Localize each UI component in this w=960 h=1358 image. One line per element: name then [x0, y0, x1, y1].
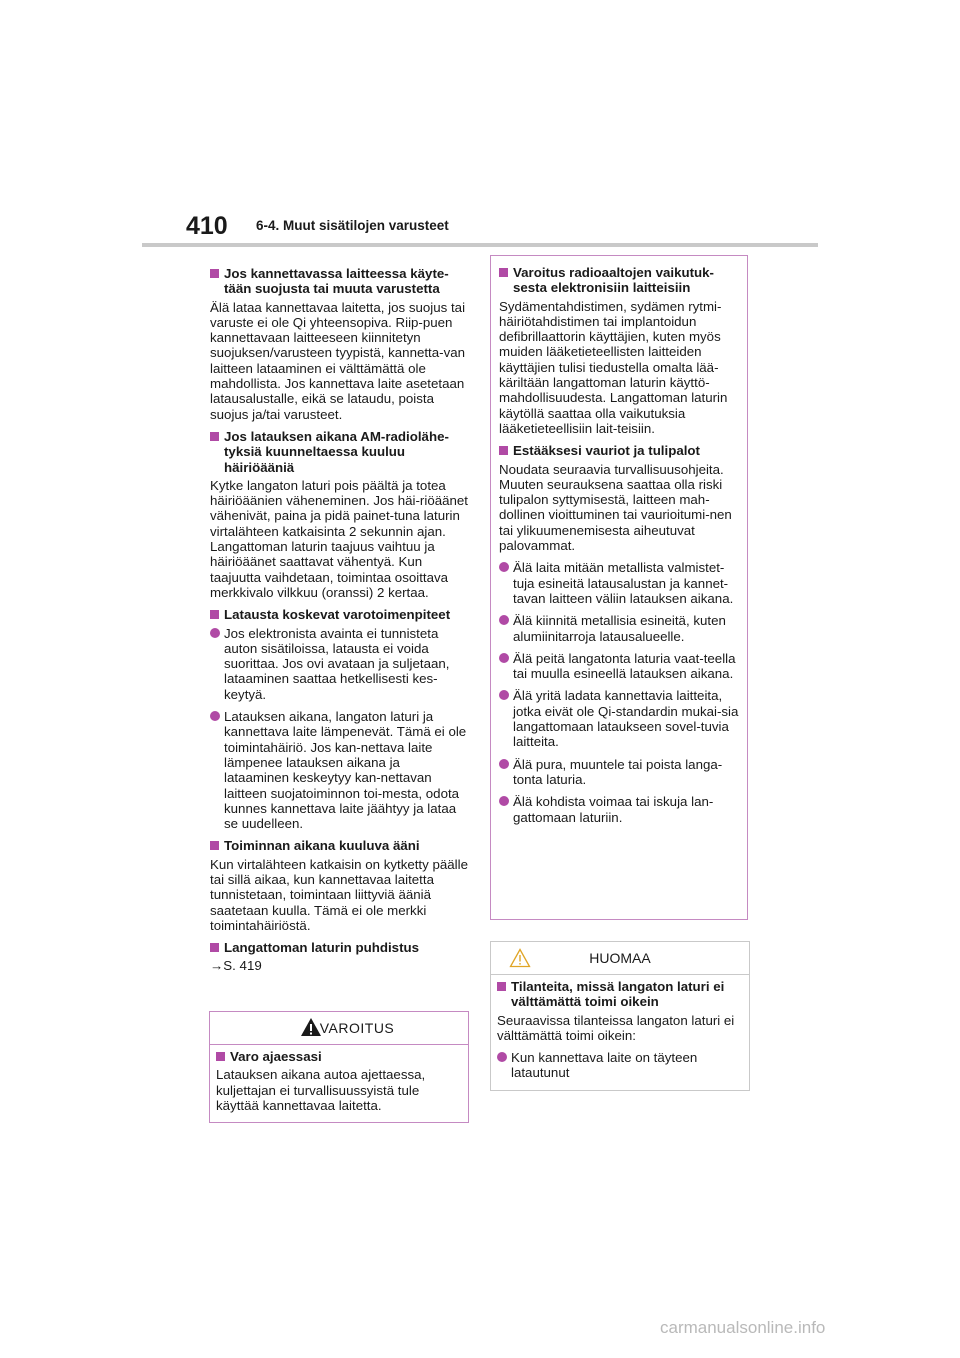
paragraph: Noudata seuraavia turvallisuusohjeita. Muuten seurauksena saattaa olla riski tulipalon syttymisestä, laitteen mah-dollinen vioittuminen tai vaurioitumi-nen tai ylikuumenemisesta aiheutuvat palovammat. [499, 461, 732, 554]
right-warning-box [490, 255, 748, 920]
page-reference-link[interactable]: →S. 419 [210, 958, 262, 974]
square-bullet-icon [210, 610, 219, 619]
circle-bullet-icon [210, 628, 220, 638]
section-heading: Jos kannettavassa laitteessa käyte-tään suojusta tai muuta varustetta [210, 266, 468, 297]
page-number: 410 [186, 212, 228, 240]
square-bullet-icon [216, 1052, 225, 1061]
section-heading: Varo ajaessasi [216, 1049, 462, 1064]
section-heading: Estääksesi vauriot ja tulipalot [499, 443, 740, 458]
list-item: Älä laita mitään metallista valmistet-tuja esineitä latausalustan ja kannet-tavan laitteen väliin latauksen aikana. [499, 560, 740, 606]
list-item: Jos elektronista avainta ei tunnisteta auton sisätiloissa, latausta ei voida suorittaa. Jos ovi avataan ja suljetaan, lataaminen saattaa hetkellisesti kes-keytyä. [210, 626, 468, 702]
circle-bullet-icon [499, 759, 509, 769]
list-item: Älä kohdista voimaa tai iskuja lan-gattomaan laturiin. [499, 794, 740, 825]
header-rule [142, 243, 818, 247]
list-item: Kun kannettava laite on täyteen latautunut [497, 1050, 743, 1081]
section-title: 6-4. Muut sisätilojen varusteet [256, 218, 449, 233]
warning-header [210, 1012, 468, 1045]
notice-label: HUOMAA [589, 950, 651, 966]
paragraph: Älä lataa kannettavaa laitetta, jos suojus tai varuste ei ole Qi yhteensopiva. Riip-puen kannettavaan laitteeseen kiinnitetyn suojuksen/varusteen tyypistä, kannetta-van laitteen lataaminen ei välttämättä ole mahdollista. Jos kannettava laite asetetaan latausalustalle, eikä se lataudu, poista suojus ja/tai varusteet. [210, 299, 466, 422]
square-bullet-icon [210, 432, 219, 441]
circle-bullet-icon [499, 690, 509, 700]
section-heading: Latausta koskevat varotoimenpiteet [210, 607, 468, 622]
paragraph: Kun virtalähteen katkaisin on kytketty päälle tai sillä aikaa, kun kannettavaa laitetta tunnistetaan, toimintaan liittyviä ääniä saatetaan kuulla. Tämä ei ole merkki toimintahäiriöstä. [210, 856, 468, 933]
section-heading: Varoitus radioaaltojen vaikutuk-sesta elektronisiin laitteisiin [499, 265, 740, 296]
paragraph: Latauksen aikana autoa ajettaessa, kuljettajan ei turvallisuussyistä tule käyttää kannettavaa laitetta. [216, 1067, 426, 1113]
warning-label: VAROITUS [319, 1020, 395, 1036]
list-item: Älä pura, muuntele tai poista langa-tonta laturia. [499, 757, 740, 788]
notice-header [491, 942, 749, 975]
circle-bullet-icon [499, 653, 509, 663]
section-heading: Jos latauksen aikana AM-radiolähe-tyksiä kuunneltaessa kuuluu häiriöääniä [210, 429, 468, 475]
notice-box [490, 941, 750, 1091]
paragraph: Sydämentahdistimen, sydämen rytmi-häiriötahdistimen tai implantoidun defibrillaattorin käyttäjien, kuten myös muiden lääketieteellisten laitteiden käyttäjien tulisi tiedustella omalta lää-käriltään langattoman laturin käyttö-mahdollisuudesta. Langattoman laturin käytöllä saattaa olla vaikutuksia lääketieteellisiin lait-teisiin. [499, 298, 728, 436]
circle-bullet-icon [497, 1052, 507, 1062]
square-bullet-icon [210, 841, 219, 850]
list-item: Älä kiinnitä metallisia esineitä, kuten alumiinitarroja latausalueelle. [499, 613, 740, 644]
warning-icon [300, 1017, 322, 1037]
square-bullet-icon [497, 982, 506, 991]
section-heading: Toiminnan aikana kuuluva ääni [210, 838, 468, 853]
left-column [210, 266, 468, 981]
square-bullet-icon [210, 269, 219, 278]
paragraph: Seuraavissa tilanteissa langaton laturi ei välttämättä toimi oikein: [497, 1012, 735, 1043]
circle-bullet-icon [210, 711, 220, 721]
paragraph: Kytke langaton laturi pois päältä ja totea häiriöäänien väheneminen. Jos häi-riöäänet vähenivät, paina ja pidä painet-tuna laturin virtalähteen katkaisinta 2 sekunnin ajan. Langattoman laturin taajuus vaihtuu ja häiriöäänet saattavat vähentyä. Kun taajuutta vaihdetaan, toimintaa osoittava merkkivalo vilkkuu (oranssi) 2 kertaa. [210, 477, 468, 600]
section-heading: Tilanteita, missä langaton laturi ei välttämättä toimi oikein [497, 979, 743, 1010]
list-item: Älä peitä langatonta laturia vaat-teella tai muulla esineellä latauksen aikana. [499, 651, 740, 682]
circle-bullet-icon [499, 796, 509, 806]
square-bullet-icon [210, 943, 219, 952]
square-bullet-icon [499, 446, 508, 455]
section-heading: Langattoman laturin puhdistus [210, 940, 468, 955]
list-item: Latauksen aikana, langaton laturi ja kannettava laite lämpenevät. Tämä ei ole toimintahäiriö. Jos kan-nettava laite lämpenee latauksen aikana ja lataaminen keskeytyy kan-nettavan laitteen suojatoiminnon toi-mesta, odota kunnes kannettava laite jäähtyy ja lataa se uudelleen. [210, 709, 468, 831]
circle-bullet-icon [499, 562, 509, 572]
list-item: Älä yritä ladata kannettavia laitteita, jotka eivät ole Qi-standardin mukai-sia langattomaan lataukseen sovel-tuvia laitteita. [499, 688, 740, 749]
square-bullet-icon [499, 268, 508, 277]
watermark: carmanualsonline.info [660, 1318, 826, 1337]
circle-bullet-icon [499, 615, 509, 625]
warning-box [209, 1011, 469, 1123]
caution-icon [509, 948, 531, 968]
